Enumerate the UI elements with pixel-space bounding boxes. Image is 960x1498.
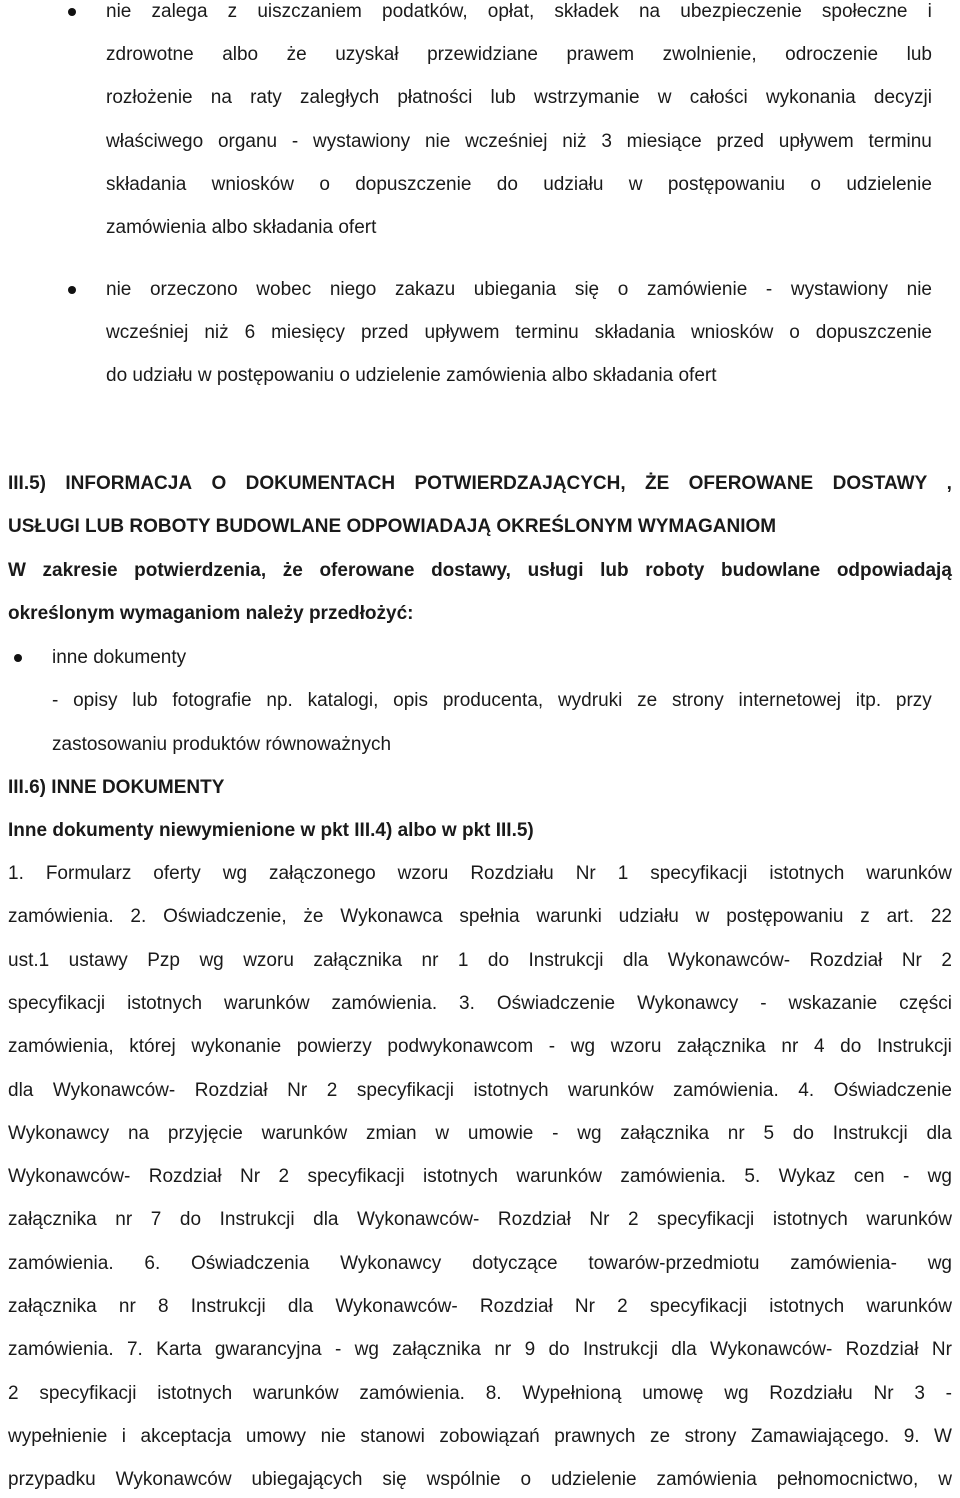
intro-text: W zakresie potwierdzenia, że oferowane dostawy, usługi lub roboty budowlane odpowiadają — [8, 560, 952, 581]
text-line: zamówienia, której wykonanie powierzy podwykonawcom - wg wzoru załącznika nr 4 do Instrukcji — [8, 1036, 952, 1058]
text-line: do udziału w postępowaniu o udzielenie zamówienia albo składania ofert — [106, 365, 717, 387]
text-line: przypadku Wykonawców ubiegających się wspólnie o udzielenie zamówienia pełnomocnictwo, w — [8, 1469, 952, 1491]
text-line: ust.1 ustawy Pzp wg wzoru załącznika nr 1 do Instrukcji dla Wykonawców- Rozdział Nr 2 — [8, 949, 952, 971]
text-line: Wykonawców- Rozdział Nr 2 specyfikacji istotnych warunków zamówienia. 5. Wykaz cen - wg — [8, 1166, 952, 1188]
intro-text-cont: określonym wymaganiom należy przedłożyć: — [8, 603, 414, 624]
bullet-dot — [68, 286, 76, 294]
section-subheading-iii6: Inne dokumenty niewymienione w pkt III.4) albo w pkt III.5) — [8, 820, 534, 841]
text-line: zdrowotne albo że uzyskał przewidziane prawem zwolnienie, odroczenie lub — [106, 44, 932, 66]
bullet-dot — [68, 8, 76, 16]
text-line: załącznika nr 8 Instrukcji dla Wykonawców- Rozdział Nr 2 specyfikacji istotnych warunków — [8, 1296, 952, 1317]
detail-text: - opisy lub fotografie np. katalogi, opis producenta, wydruki ze strony internetowej itp. przy — [52, 690, 932, 711]
text-line: dla Wykonawców- Rozdział Nr 2 specyfikacji istotnych warunków zamówienia. 4. Oświadczenie — [8, 1079, 952, 1101]
detail-text-cont: zastosowaniu produktów równoważnych — [52, 734, 392, 755]
text-line: zamówienia albo składania ofert — [106, 217, 377, 238]
text-line: załącznika nr 7 do Instrukcji dla Wykonawców- Rozdział Nr 2 specyfikacji istotnych warunków — [8, 1209, 952, 1231]
text-line: nie zalega z uiszczaniem podatków, opłat, składek na ubezpieczenie społeczne i — [106, 1, 932, 22]
text-line: 2 specyfikacji istotnych warunków zamówienia. 8. Wypełnioną umowę wg Rozdziału Nr 3 - — [8, 1382, 952, 1404]
text-line: zamówienia. 7. Karta gwarancyjna - wg załącznika nr 9 do Instrukcji dla Wykonawców- Rozdział Nr — [8, 1339, 952, 1361]
text-line: nie orzeczono wobec niego zakazu ubiegania się o zamówienie - wystawiony nie — [106, 279, 932, 300]
text-line: właściwego organu - wystawiony nie wcześniej niż 3 miesiące przed upływem terminu — [106, 130, 932, 152]
text-line: wypełnienie i akceptacja umowy nie stanowi zobowiązań prawnych ze strony Zamawiającego. 9. W — [8, 1425, 952, 1447]
text-line: zamówienia. 2. Oświadczenie, że Wykonawca spełnia warunki udziału w postępowaniu z art. 22 — [8, 906, 952, 928]
section-heading-iii6: III.6) INNE DOKUMENTY — [8, 777, 225, 798]
section-heading-iii5-cont: USŁUGI LUB ROBOTY BUDOWLANE ODPOWIADAJĄ OKREŚLONYM WYMAGANIOM — [8, 516, 777, 537]
bullet-dot — [14, 654, 22, 662]
text-line: specyfikacji istotnych warunków zamówienia. 3. Oświadczenie Wykonawcy - wskazanie części — [8, 992, 952, 1014]
bullet-item-other-documents: inne dokumenty — [52, 647, 187, 668]
text-line: 1. Formularz oferty wg załączonego wzoru Rozdziału Nr 1 specyfikacji istotnych warunków — [8, 863, 952, 884]
text-line: wcześniej niż 6 miesięcy przed upływem terminu składania wniosków o dopuszczenie — [106, 322, 932, 344]
text-line: rozłożenie na raty zaległych płatności lub wstrzymanie w całości wykonania decyzji — [106, 87, 932, 109]
text-line: Wykonawcy na przyjęcie warunków zmian w umowie - wg załącznika nr 5 do Instrukcji dla — [8, 1122, 952, 1144]
text-line: zamówienia. 6. Oświadczenia Wykonawcy dotyczące towarów-przedmiotu zamówienia- wg — [8, 1252, 952, 1274]
text-line: składania wniosków o dopuszczenie do udziału w postępowaniu o udzielenie — [106, 173, 932, 195]
section-heading-iii5: III.5) INFORMACJA O DOKUMENTACH POTWIERDZAJĄCYCH, ŻE OFEROWANE DOSTAWY , — [8, 473, 952, 494]
